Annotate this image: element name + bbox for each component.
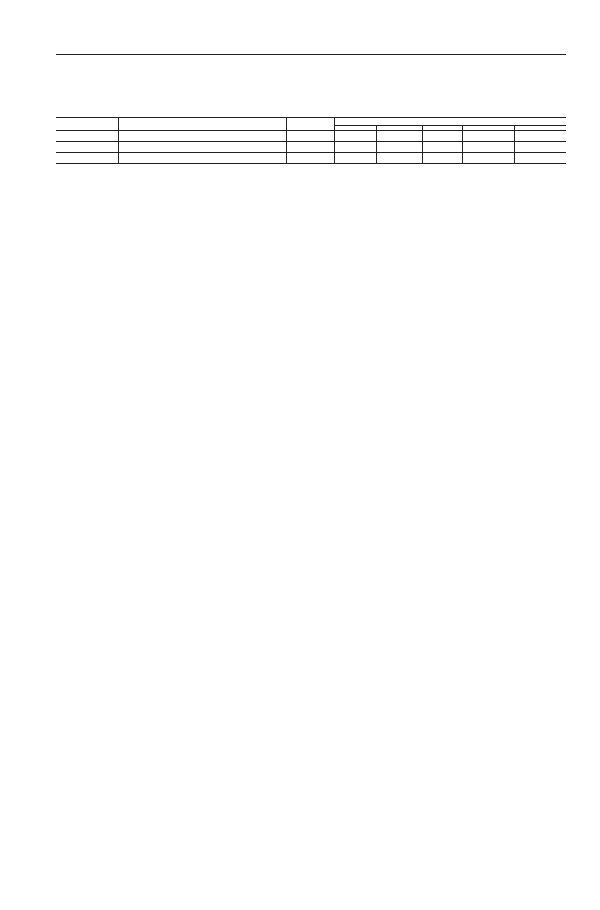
- sigma-02-cell: [376, 159, 422, 164]
- h2-share-cell: [286, 159, 334, 164]
- treatment-cell: [118, 131, 286, 142]
- col-h2-header: [286, 118, 334, 131]
- kcu-cell: [462, 159, 514, 164]
- treatment-cell: [118, 153, 286, 164]
- col-alloy-header: [56, 118, 118, 131]
- hydrogen-properties-table: [56, 117, 566, 164]
- table-body: [56, 131, 566, 164]
- kct-cell: [514, 159, 566, 164]
- alloy-cell: [56, 142, 118, 153]
- treatment-cell: [118, 142, 286, 153]
- sigma-b-cell: [334, 159, 376, 164]
- mech-properties-header: [334, 118, 566, 126]
- header-rule: [56, 54, 566, 55]
- alloy-cell: [56, 131, 118, 142]
- delta-cell: [422, 159, 462, 164]
- table-header: [56, 118, 566, 131]
- col-treatment-header: [118, 118, 286, 131]
- alloy-cell: [56, 153, 118, 164]
